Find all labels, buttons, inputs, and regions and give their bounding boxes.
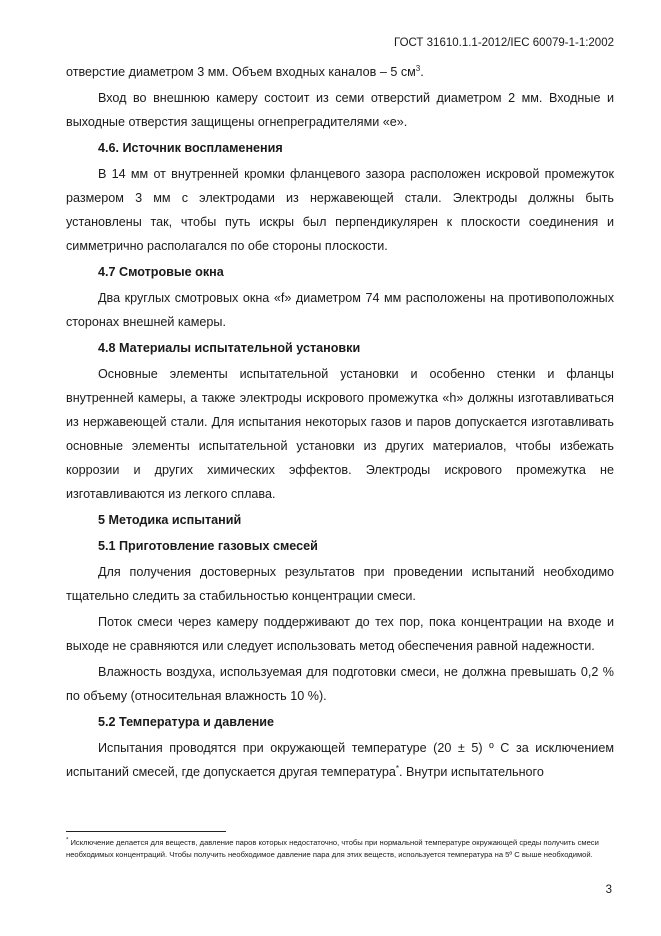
document-header: ГОСТ 31610.1.1-2012/IEC 60079-1-1:2002 [393,37,614,49]
paragraph-ignition-source: В 14 мм от внутренней кромки фланцевого зазора расположен искровой промежуток размером 3 мм с электродами из нержавеющей стали. Электроды должны быть установлены так, чтобы путь искры был перпендикулярен к плоскости соединения и симметрично располагался по обе стороны плоскости. [66,167,614,253]
paragraph-humidity: Влажность воздуха, используемая для подготовки смеси, не должна превышать 0,2 % по объему (относительная влажность 10 %). [66,665,614,703]
paragraph-temperature: Испытания проводятся при окружающей температуре (20 ± 5) º С за исключением испытаний смесей, где допускается другая температура*. Внутри испытательного [66,741,614,779]
paragraph-windows: Два круглых смотровых окна «f» диаметром 74 мм расположены на противоположных сторонах внешней камеры. [66,291,614,329]
footnote-reference[interactable]: * [395,763,399,773]
paragraph-mixture-flow: Поток смеси через камеру поддерживают до тех пор, пока концентрации на входе и выходе не сравняются или следует использовать метод обеспечения равной надежности. [66,615,614,653]
paragraph-outer-chamber-inlet: Вход во внешнюю камеру состоит из семи отверстий диаметром 2 мм. Входные и выходные отверстия защищены огнепреградителями «е». [66,91,614,129]
heading-4-6: 4.6. Источник воспламенения [98,141,283,155]
body-text [66,60,614,786]
heading-4-8: 4.8 Материалы испытательной установки [98,341,361,355]
heading-5-2: 5.2 Температура и давление [98,715,275,729]
paragraph-intake-volume: отверстие диаметром 3 мм. Объем входных каналов – 5 $см^3$. [66,63,424,79]
page-number: 3 [605,884,612,896]
heading-5-1: 5.1 Приготовление газовых смесей [98,539,318,553]
paragraph-mixture-stability: Для получения достоверных результатов при проведении испытаний необходимо тщательно следить за стабильностью концентрации смеси. [66,565,614,603]
footnote: * Исключение делается для веществ, давление паров которых недостаточно, чтобы при нормальной температуре окружающей среды получить смеси необходимых концентраций. Чтобы получить необходимое давление пара для этих веществ, используется температура на 5º С выше необходимой. [66,837,599,859]
heading-4-7: 4.7 Смотровые окна [98,265,224,279]
heading-5: 5 Методика испытаний [98,513,242,527]
footnote-divider [66,831,226,832]
paragraph-materials: Основные элементы испытательной установки и особенно стенки и фланцы внутренней камеры, а также электроды искрового промежутка «h» должны изготавливаться из нержавеющей стали. Для испытания некоторых газов и паров допускается изготавливать основные элементы испытательной установки из других материалов, чтобы избежать коррозии и других химических эффектов. Электроды искрового промежутка не изготавливаются из легкого сплава. [66,367,614,501]
